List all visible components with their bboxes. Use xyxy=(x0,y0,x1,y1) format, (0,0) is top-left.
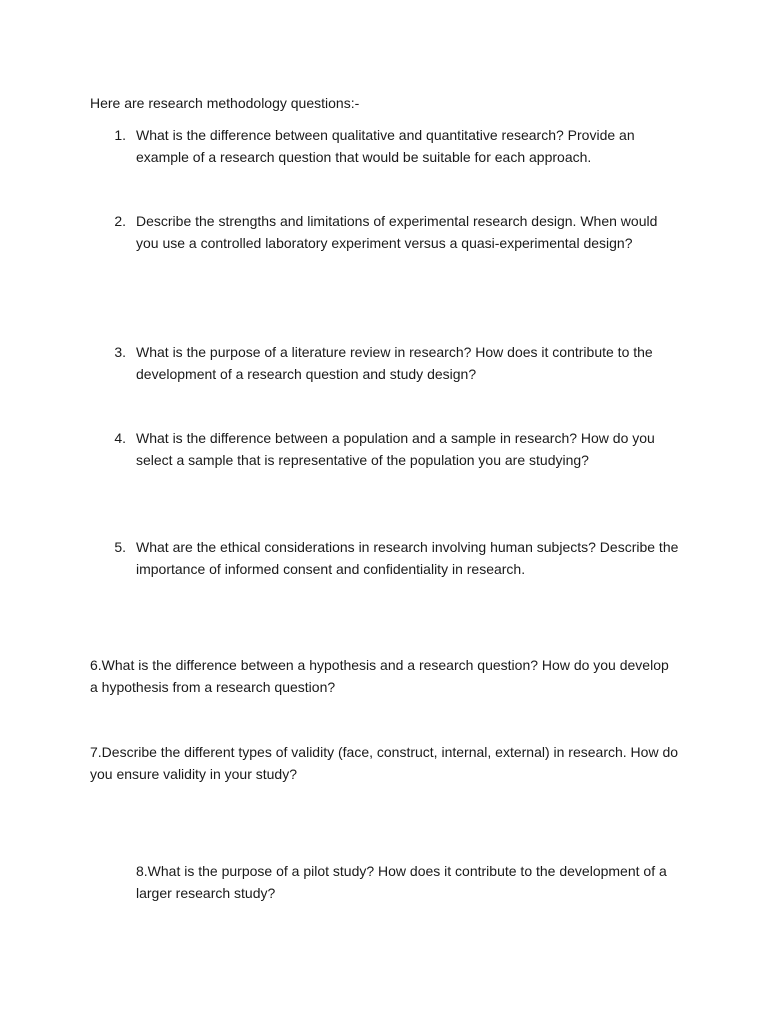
question-text: What is the purpose of a literature review in research? How does it contribute to the development of a research question and study design? xyxy=(136,344,653,382)
question-number: 4. xyxy=(114,430,126,446)
question-text: What is the difference between qualitative and quantitative research? Provide an example of a research question that would be suitable for each approach. xyxy=(136,127,635,165)
intro-text: Here are research methodology questions:- xyxy=(90,95,360,111)
question-number: 3. xyxy=(114,344,126,360)
question-text: What is the difference between a population and a sample in research? How do you select a sample that is representative of the population you are studying? xyxy=(136,430,655,468)
question-7-text: 7.Describe the different types of validity (face, construct, internal, external) in research. How do you ensure validity in your study? xyxy=(90,744,679,782)
question-number: 2. xyxy=(114,213,126,229)
question-text: Describe the strengths and limitations of experimental research design. When would you use a controlled laboratory experiment versus a quasi-experimental design? xyxy=(136,213,658,251)
question-number: 1. xyxy=(114,127,126,143)
question-text: What are the ethical considerations in research involving human subjects? Describe the importance of informed consent and confidentiality in research. xyxy=(136,539,679,577)
question-6-text: 6.What is the difference between a hypothesis and a research question? How do you develop a hypothesis from a research question? xyxy=(90,657,669,695)
question-number: 5. xyxy=(114,539,126,555)
question-8-text: 8.What is the purpose of a pilot study? How does it contribute to the development of a larger research study? xyxy=(136,863,667,901)
